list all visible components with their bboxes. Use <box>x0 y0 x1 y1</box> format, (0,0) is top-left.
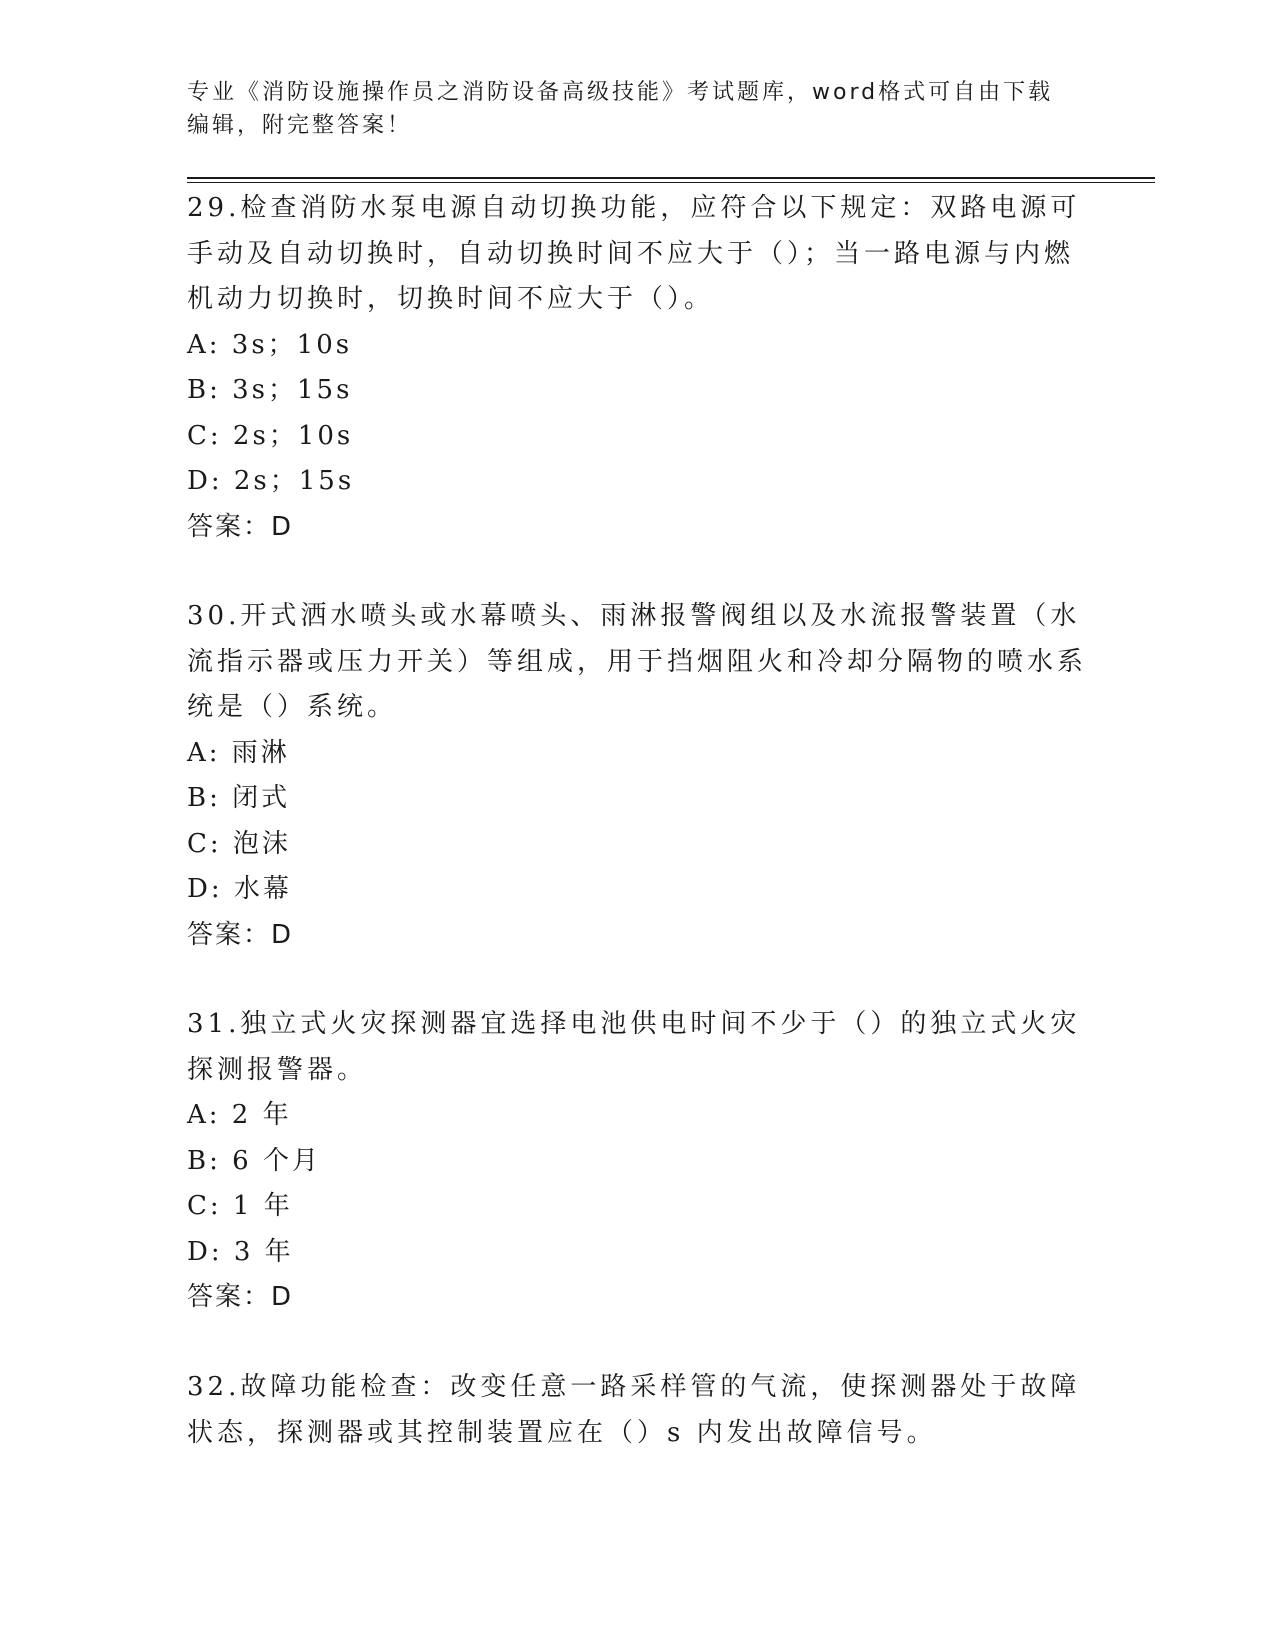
question-stem: 30.开式洒水喷头或水幕喷头、雨淋报警阀组以及水流报警装置（水流指示器或压力开关）等组成，用于挡烟阻火和冷却分隔物的喷水系统是（）系统。 <box>187 601 1088 722</box>
header-rule-thick <box>187 177 1155 179</box>
answer-line: 答案：D <box>187 511 294 542</box>
option-c: C: 泡沫 <box>187 828 291 859</box>
question-31 <box>187 1002 1087 1321</box>
question-32 <box>187 1365 1087 1456</box>
option-d: D: 3 年 <box>187 1236 294 1267</box>
option-d: D: 水幕 <box>187 874 292 904</box>
option-a: A: 3s；10s <box>187 329 353 360</box>
answer-line: 答案：D <box>187 1282 294 1312</box>
option-d: D: 2s；15s <box>187 466 355 496</box>
question-29 <box>187 186 1087 550</box>
option-c: C: 1 年 <box>187 1191 293 1221</box>
option-b: B: 闭式 <box>187 783 291 813</box>
answer-line: 答案：D <box>187 919 294 950</box>
question-stem: 29.检查消防水泵电源自动切换功能，应符合以下规定：双路电源可手动及自动切换时，自动切换时间不应大于（）；当一路电源与内燃机动力切换时，切换时间不应大于（）。 <box>187 193 1081 314</box>
option-a: A: 2 年 <box>187 1100 292 1130</box>
option-c: C: 2s；10s <box>187 420 354 451</box>
question-stem: 32.故障功能检查：改变任意一路采样管的气流，使探测器处于故障状态，探测器或其控制装置应在（）s 内发出故障信号。 <box>187 1372 1081 1448</box>
option-b: B: 3s；15s <box>187 375 353 405</box>
option-b: B: 6 个月 <box>187 1145 321 1176</box>
question-stem: 31.独立式火灾探测器宜选择电池供电时间不少于（）的独立式火灾探测报警器。 <box>187 1009 1081 1085</box>
document-header-note: 专业《消防设施操作员之消防设备高级技能》考试题库，word格式可自由下载编辑，附完整答案！ <box>187 80 1054 138</box>
option-a: A: 雨淋 <box>187 737 290 768</box>
header-rule-thin <box>187 182 1155 183</box>
question-30 <box>187 594 1087 958</box>
